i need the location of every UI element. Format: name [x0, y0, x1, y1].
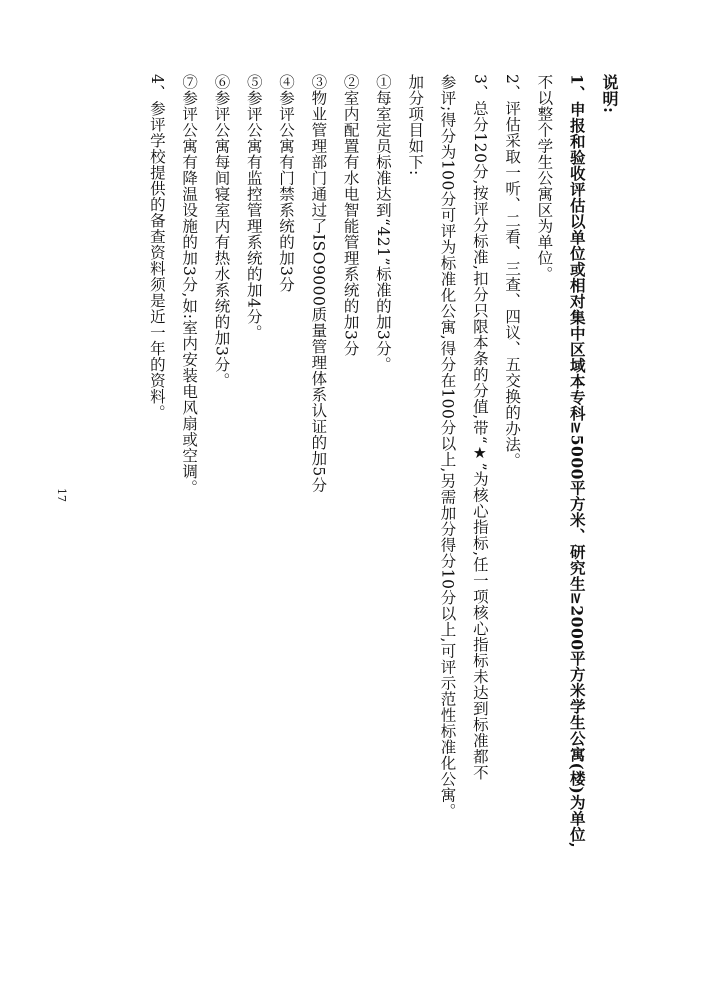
- note-line-4: 4、参评学校提供的备查资料须是近一年的资料。: [147, 74, 166, 421]
- bonus-item-4: ④参评公寓有门禁系统的加3分: [277, 74, 296, 293]
- bonus-item-5: ⑤参评公寓有监控管理系统的加4分。: [244, 74, 263, 341]
- page-number: 17: [55, 488, 68, 502]
- note-line-3-cont: 参评;得分为100分可评为标准化公寓,得分在100分以上,另需加分得分10分以上,可评示范性标准化公寓。: [438, 74, 457, 819]
- note-line-1-cont: 不以整个学生公寓区为单位。: [535, 74, 554, 282]
- bonus-item-3: ③物业管理部门通过了ISO9000质量管理体系认证的加5分: [309, 74, 328, 493]
- bonus-item-1: ①每室定员标准达到“421”标准的加3分。: [373, 74, 392, 373]
- notes-text-block: [141, 74, 625, 954]
- bonus-item-2: ②室内配置有水电智能管理系统的加3分: [341, 74, 360, 357]
- note-line-3: 3、总分120分,按评分标准,扣分只限本条的分值,带“★”为核心指标,任一项核心指标未达到标准都不: [470, 74, 489, 781]
- note-line-1: 1、申报和验收评估以单位或相对集中区域本专科≥5000平方米、研究生≥2000平方米学生公寓(楼)为单位,: [567, 74, 587, 849]
- bonus-item-6: ⑥参评公寓每间寝室内有热水系统的加3分。: [212, 74, 231, 389]
- notes-heading: 说明:: [600, 74, 619, 114]
- bonus-items-title: 加分项目如下:: [406, 74, 425, 176]
- bonus-item-7: ⑦参评公寓有降温设施的加3分,如:室内安装电风扇或空调。: [180, 74, 199, 496]
- note-line-2: 2、评估采取一听、二看、三查、四议、五交换的办法。: [503, 74, 522, 469]
